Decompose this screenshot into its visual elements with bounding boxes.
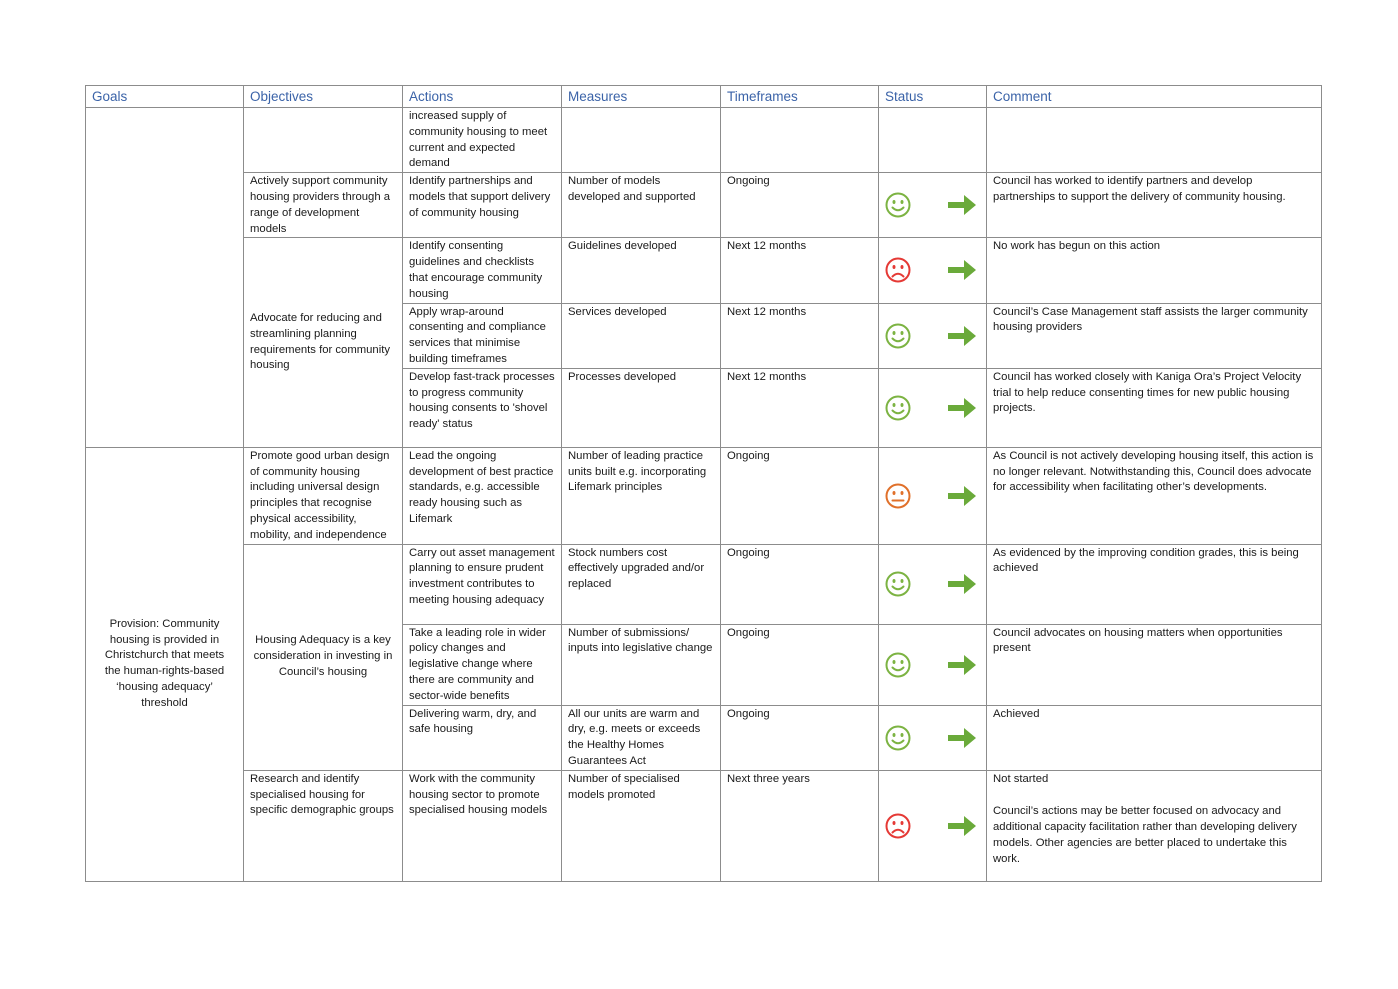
goal-cell-empty [86,108,244,448]
comment-cell: Council has worked closely with Kaniga Ora’s Project Velocity trial to help reduce consenting times for new public housing projects. [987,368,1322,447]
table-row [86,173,1322,238]
comment-cell: As Council is not actively developing housing itself, this action is no longer relevant. Notwithstanding this, Council does advocate for accessibility when facilitating other’s developments. [987,447,1322,544]
status-cell [879,447,987,544]
timeframe-cell: Next three years [721,770,879,881]
sad-face-icon [884,812,912,840]
status-cell [879,108,987,173]
action-cell: Carry out asset management planning to ensure prudent investment contributes to meeting housing adequacy [403,544,562,624]
objective-cell: Housing Adequacy is a key consideration in investing in Council’s housing [244,544,403,770]
objective-cell [244,108,403,173]
arrow-right-icon [946,571,978,597]
timeframe-cell: Ongoing [721,705,879,770]
objective-cell: Promote good urban design of community housing including universal design principles that recognise physical accessibility, mobility, and independence [244,447,403,544]
arrow-right-icon [946,395,978,421]
arrow-right-icon [946,813,978,839]
arrow-right-icon [946,725,978,751]
header-comment: Comment [987,86,1322,108]
action-cell: Apply wrap-around consenting and compliance services that minimise building timeframes [403,303,562,368]
measure-cell: Processes developed [562,368,721,447]
measure-cell: All our units are warm and dry, e.g. meets or exceeds the Healthy Homes Guarantees Act [562,705,721,770]
measure-cell [562,108,721,173]
measure-cell: Services developed [562,303,721,368]
happy-face-icon [884,724,912,752]
action-cell: Delivering warm, dry, and safe housing [403,705,562,770]
neutral-face-icon [884,482,912,510]
action-cell: Develop fast-track processes to progress community housing consents to 'shovel ready' status [403,368,562,447]
status-cell [879,544,987,624]
happy-face-icon [884,394,912,422]
comment-cell [987,108,1322,173]
header-status: Status [879,86,987,108]
header-measures: Measures [562,86,721,108]
table-row [86,770,1322,881]
status-cell [879,238,987,303]
table-row [86,544,1322,624]
measure-cell: Number of models developed and supported [562,173,721,238]
action-cell: increased supply of community housing to meet current and expected demand [403,108,562,173]
comment-text: Not started [993,772,1049,785]
action-cell: Lead the ongoing development of best practice standards, e.g. accessible ready housing such as Lifemark [403,447,562,544]
action-cell: Identify consenting guidelines and checklists that encourage community housing [403,238,562,303]
comment-cell: Achieved [987,705,1322,770]
happy-face-icon [884,651,912,679]
status-cell [879,770,987,881]
happy-face-icon [884,322,912,350]
timeframe-cell: Ongoing [721,447,879,544]
objective-cell: Research and identify specialised housing for specific demographic groups [244,770,403,881]
sad-face-icon [884,256,912,284]
timeframe-cell: Ongoing [721,173,879,238]
status-table [85,85,1322,882]
timeframe-cell [721,108,879,173]
header-goals: Goals [86,86,244,108]
measure-cell: Guidelines developed [562,238,721,303]
header-objectives: Objectives [244,86,403,108]
timeframe-cell: Ongoing [721,544,879,624]
happy-face-icon [884,570,912,598]
goal-cell: Provision: Community housing is provided in Christchurch that meets the human-rights-based ‘housing adequacy’ threshold [86,447,244,881]
arrow-right-icon [946,652,978,678]
comment-cell: Council advocates on housing matters when opportunities present [987,624,1322,705]
table-row [86,447,1322,544]
arrow-right-icon [946,192,978,218]
comment-cell [987,770,1322,881]
status-cell [879,368,987,447]
objective-cell: Advocate for reducing and streamlining planning requirements for community housing [244,238,403,447]
header-timeframes: Timeframes [721,86,879,108]
status-cell [879,705,987,770]
timeframe-cell: Next 12 months [721,368,879,447]
status-cell [879,173,987,238]
table-row [86,108,1322,173]
comment-cell: As evidenced by the improving condition grades, this is being achieved [987,544,1322,624]
timeframe-cell: Next 12 months [721,238,879,303]
objective-cell: Actively support community housing providers through a range of development models [244,173,403,238]
measure-cell: Stock numbers cost effectively upgraded and/or replaced [562,544,721,624]
action-cell: Take a leading role in wider policy changes and legislative change where there are community and sector-wide benefits [403,624,562,705]
comment-text-continued: Council’s actions may be better focused on advocacy and additional capacity facilitation rather than developing delivery models. Other agencies are better placed to undertake this work. [993,805,1297,865]
status-cell [879,303,987,368]
happy-face-icon [884,191,912,219]
comment-cell: Council’s Case Management staff assists the larger community housing providers [987,303,1322,368]
action-cell: Identify partnerships and models that support delivery of community housing [403,173,562,238]
comment-cell: No work has begun on this action [987,238,1322,303]
table-row [86,238,1322,303]
header-row [86,86,1322,108]
timeframe-cell: Next 12 months [721,303,879,368]
timeframe-cell: Ongoing [721,624,879,705]
measure-cell: Number of submissions/ inputs into legislative change [562,624,721,705]
measure-cell: Number of leading practice units built e.g. incorporating Lifemark principles [562,447,721,544]
arrow-right-icon [946,257,978,283]
status-cell [879,624,987,705]
arrow-right-icon [946,483,978,509]
arrow-right-icon [946,323,978,349]
comment-cell: Council has worked to identify partners and develop partnerships to support the delivery of community housing. [987,173,1322,238]
header-actions: Actions [403,86,562,108]
action-cell: Work with the community housing sector to promote specialised housing models [403,770,562,881]
measure-cell: Number of specialised models promoted [562,770,721,881]
